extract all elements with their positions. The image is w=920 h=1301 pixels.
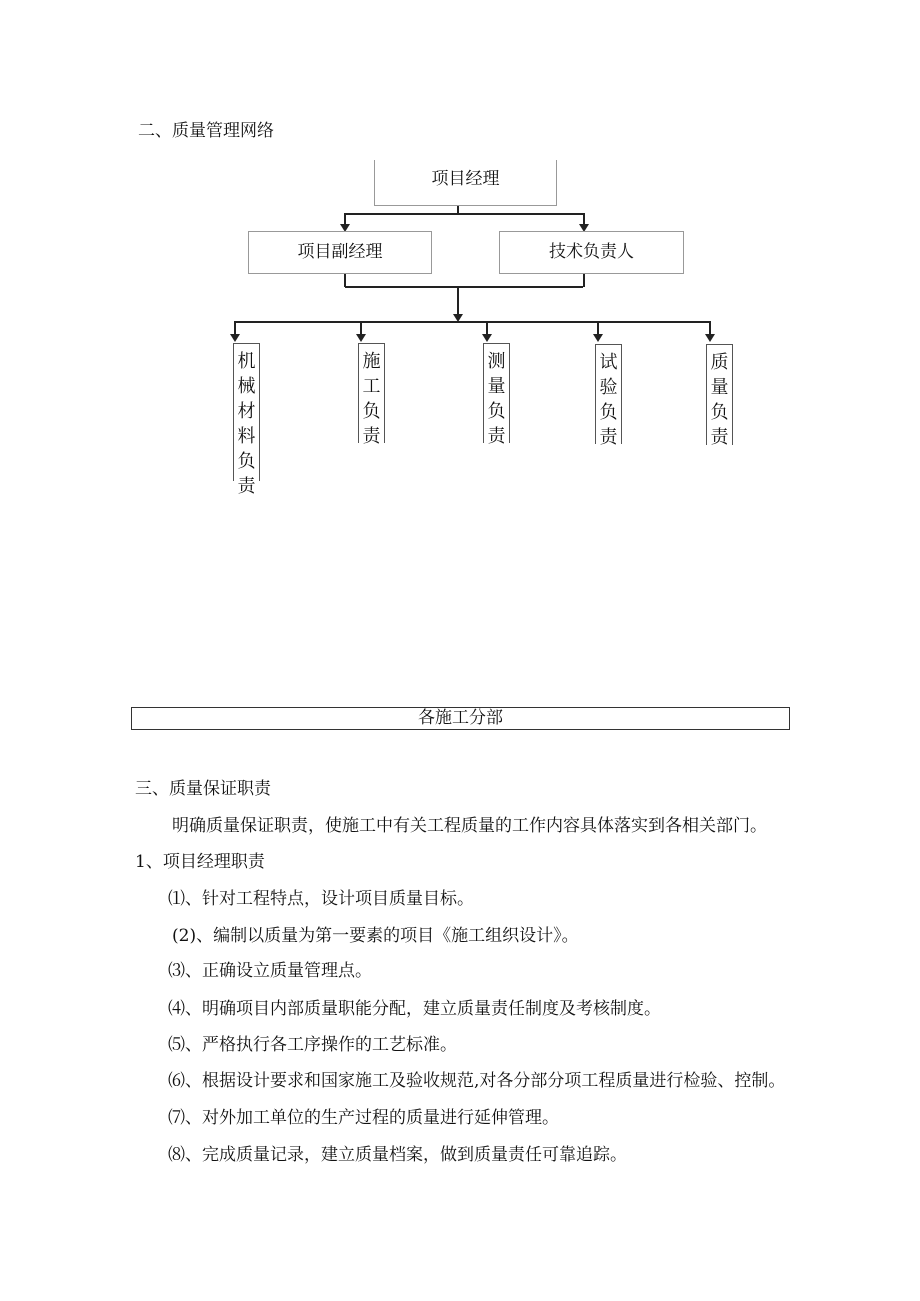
org-node-branches	[131, 707, 790, 730]
list-item: (2)、编制以质量为第一要素的项目《施工组织设计》。	[172, 926, 579, 946]
connector	[360, 321, 362, 334]
paragraph: 明确质量保证职责，使施工中有关工程质量的工作内容具体落实到各相关部门。	[172, 816, 767, 836]
org-node-technical-lead	[499, 231, 684, 274]
list-item: ⑻、完成质量记录，建立质量档案，做到质量责任可靠追踪。	[168, 1145, 627, 1165]
arrow-down-icon	[593, 334, 603, 342]
arrow-down-icon	[705, 334, 715, 342]
list-item: ⑹、根据设计要求和国家施工及验收规范,对各分部分项工程质量进行检验、控制。	[168, 1071, 786, 1091]
connector	[235, 321, 711, 323]
node-label: 测量负责	[487, 351, 506, 447]
connector	[345, 286, 583, 288]
arrow-down-icon	[230, 334, 240, 342]
list-item: ⑴、针对工程特点，设计项目质量目标。	[168, 889, 474, 909]
arrow-down-icon	[482, 334, 492, 342]
connector	[486, 321, 488, 334]
node-label: 技术负责人	[549, 242, 634, 262]
org-node-quality	[706, 344, 733, 448]
org-node-project-manager	[374, 160, 557, 206]
org-node-construction	[358, 343, 385, 447]
node-label: 项目经理	[431, 169, 500, 189]
node-label: 施工负责	[362, 351, 381, 447]
org-node-survey	[483, 343, 510, 447]
list-item: ⑺、对外加工单位的生产过程的质量进行延伸管理。	[168, 1108, 559, 1128]
connector	[583, 213, 585, 224]
node-label: 机械材料负责	[237, 351, 256, 497]
node-label: 项目副经理	[297, 242, 383, 262]
org-node-deputy-manager	[248, 231, 432, 274]
connector	[583, 274, 585, 287]
node-label: 质量负责	[710, 352, 729, 448]
arrow-down-icon	[356, 334, 366, 342]
connector	[345, 213, 585, 215]
org-node-testing	[595, 344, 622, 448]
section-heading: 二、质量管理网络	[138, 121, 274, 141]
org-node-machinery	[233, 343, 260, 497]
connector	[234, 321, 236, 334]
list-item: ⑸、严格执行各工序操作的工艺标准。	[168, 1035, 457, 1055]
node-label: 各施工分部	[418, 708, 503, 728]
list-item: ⑷、明确项目内部质量职能分配，建立质量责任制度及考核制度。	[168, 999, 661, 1019]
connector	[344, 213, 346, 224]
connector	[457, 287, 459, 314]
connector	[709, 321, 711, 334]
section-heading: 三、质量保证职责	[135, 779, 271, 799]
list-item: ⑶、正确设立质量管理点。	[168, 961, 372, 981]
subheading: 1、项目经理职责	[135, 852, 265, 872]
connector	[597, 321, 599, 334]
node-label: 试验负责	[599, 352, 618, 448]
